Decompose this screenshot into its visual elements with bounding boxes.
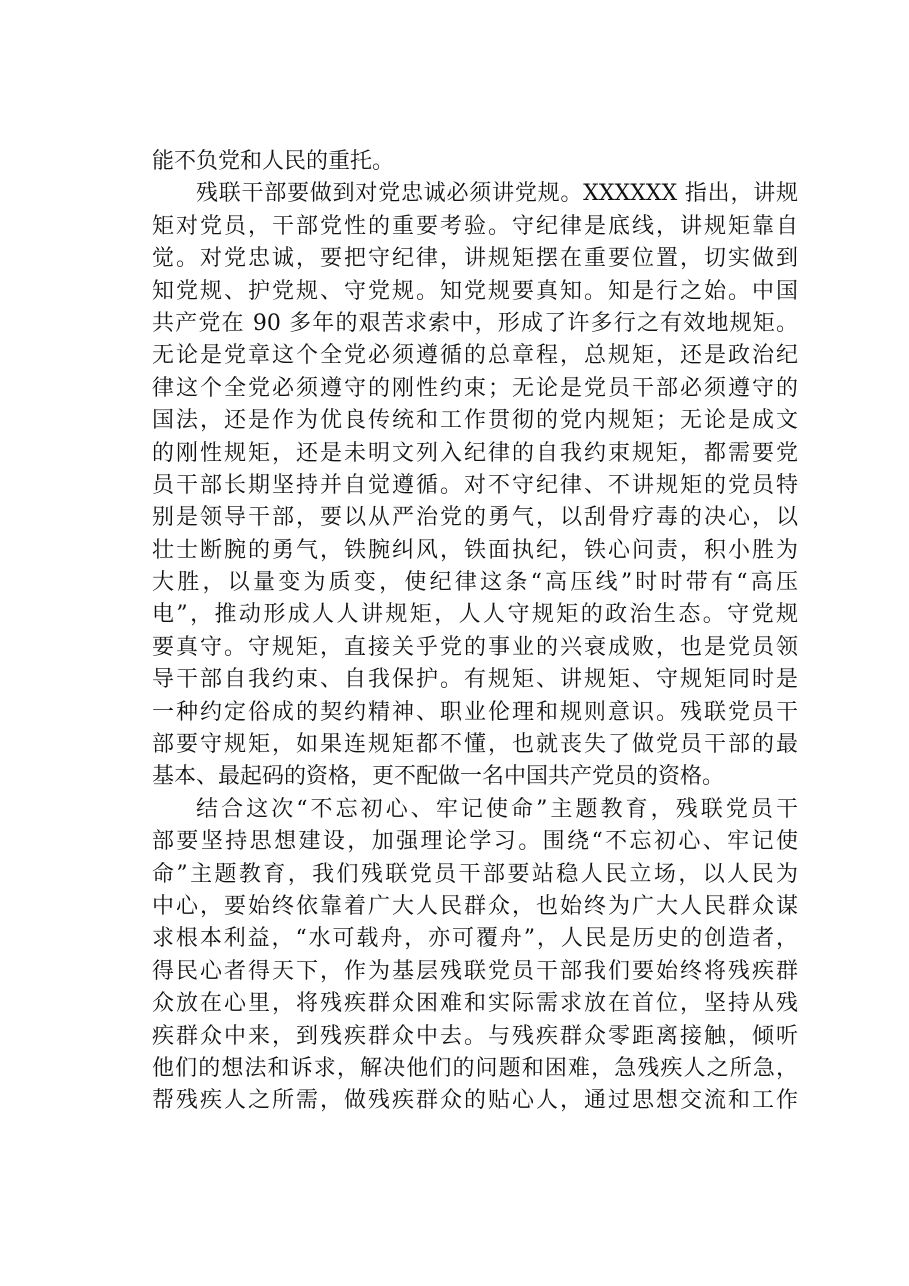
text-line: 命”主题教育，我们残联党员干部要站稳人民立场，以人民为 (152, 861, 798, 887)
document-body (152, 146, 798, 1118)
text-line: 壮士断腕的勇气，铁腕纠风，铁面执纪，铁心问责，积小胜为 (152, 537, 798, 563)
text-line: 共产党在 90 多年的艰苦求索中，形成了许多行之有效地规矩。 (152, 310, 798, 336)
text-line: 国法，还是作为优良传统和工作贯彻的党内规矩；无论是成文 (152, 408, 798, 434)
paragraph (152, 794, 798, 1118)
text-line: 得民心者得天下，作为基层残联党员干部我们要始终将残疾群 (152, 958, 798, 984)
text-line: 员干部长期坚持并自觉遵循。对不守纪律、不讲规矩的党员特 (152, 472, 798, 498)
text-line: 一种约定俗成的契约精神、职业伦理和规则意识。残联党员干 (152, 699, 798, 725)
text-line: 别是领导干部，要以从严治党的勇气，以刮骨疗毒的决心，以 (152, 505, 798, 531)
text-line: 律这个全党必须遵守的刚性约束；无论是党员干部必须遵守的 (152, 375, 798, 401)
text-line: 中心，要始终依靠着广大人民群众，也始终为广大人民群众谋 (152, 893, 798, 919)
text-line: 矩对党员，干部党性的重要考验。守纪律是底线，讲规矩靠自 (152, 213, 798, 239)
text-line: 知党规、护党规、守党规。知党规要真知。知是行之始。中国 (152, 278, 798, 304)
text-line: 他们的想法和诉求，解决他们的问题和困难，急残疾人之所急， (152, 1055, 798, 1081)
text-line: 结合这次“不忘初心、牢记使命”主题教育，残联党员干 (196, 796, 798, 822)
text-line: 疾群众中来，到残疾群众中去。与残疾群众零距离接触，倾听 (152, 1023, 798, 1049)
text-line: 部要坚持思想建设，加强理论学习。围绕“不忘初心、牢记使 (152, 829, 798, 855)
text-line: 要真守。守规矩，直接关乎党的事业的兴衰成败，也是党员领 (152, 634, 798, 660)
text-line: 基本、最起码的资格，更不配做一名中国共产党员的资格。 (152, 764, 725, 790)
text-line: 大胜，以量变为质变，使纪律这条“高压线”时时带有“高压 (152, 570, 798, 596)
text-line: 导干部自我约束、自我保护。有规矩、讲规矩、守规矩同时是 (152, 667, 798, 693)
text-line: 无论是党章这个全党必须遵循的总章程，总规矩，还是政治纪 (152, 343, 798, 369)
text-line: 求根本利益，“水可载舟，亦可覆舟”，人民是历史的创造者， (152, 926, 798, 952)
text-line: 的刚性规矩，还是未明文列入纪律的自我约束规矩，都需要党 (152, 440, 798, 466)
text-line: 觉。对党忠诚，要把守纪律，讲规矩摆在重要位置，切实做到 (152, 246, 798, 272)
text-line: 众放在心里，将残疾群众困难和实际需求放在首位，坚持从残 (152, 991, 798, 1017)
text-line: 部要守规矩，如果连规矩都不懂，也就丧失了做党员干部的最 (152, 732, 798, 758)
paragraph (152, 178, 798, 793)
text-line: 残联干部要做到对党忠诚必须讲党规。XXXXXX 指出，讲规 (196, 181, 798, 207)
paragraph (152, 146, 798, 178)
text-line: 能不负党和人民的重托。 (152, 149, 395, 174)
text-line: 电”，推动形成人人讲规矩，人人守规矩的政治生态。守党规 (152, 602, 798, 628)
text-line: 帮残疾人之所需，做残疾群众的贴心人，通过思想交流和工作 (152, 1088, 798, 1114)
